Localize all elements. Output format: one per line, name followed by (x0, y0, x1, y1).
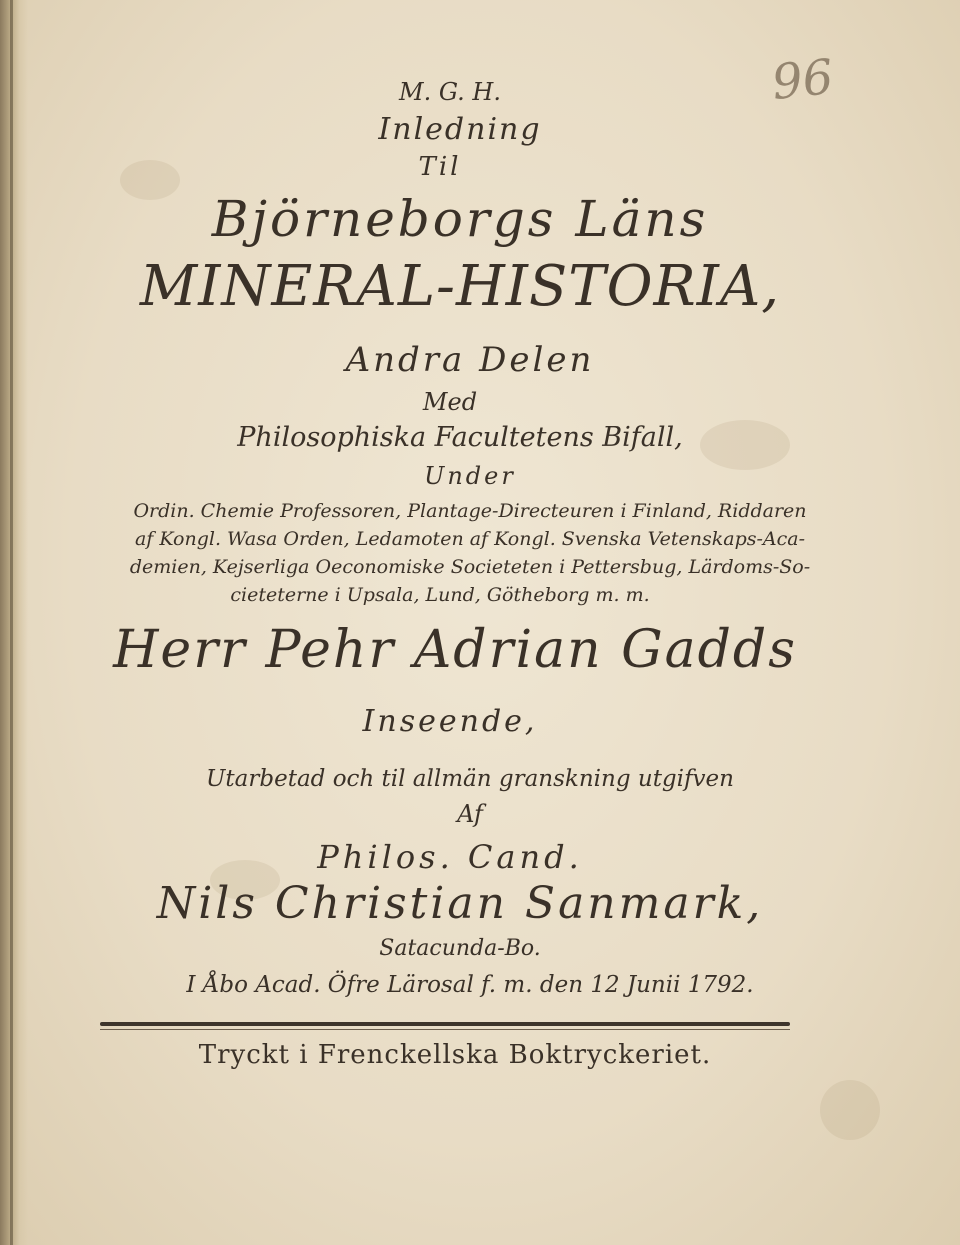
initials-line: M. G. H. (399, 78, 501, 106)
printer-line: Tryckt i Frenckellska Boktryckeriet. (198, 1040, 712, 1070)
presider-titles-line-1: Ordin. Chemie Professoren, Plantage-Directeuren i Finland, Riddaren (133, 500, 807, 522)
divider-rule (100, 1022, 790, 1026)
approval-line: Philosophiska Facultetens Bifall, (237, 422, 683, 453)
under-line: Under (424, 462, 516, 490)
presider-titles-line-2: af Kongl. Wasa Orden, Ledamoten af Kongl. Svenska Vetenskaps-Aca- (134, 528, 806, 550)
af-line: Af (457, 800, 483, 828)
region-title: Björneborgs Läns (211, 190, 709, 248)
med-line: Med (422, 388, 478, 416)
til-line: Til (418, 152, 462, 182)
paper-stain (820, 1080, 880, 1140)
place-date-line: I Åbo Acad. Öfre Lärosal f. m. den 12 Junii 1792. (186, 972, 754, 998)
prepared-line: Utarbetad och til allmän granskning utgifven (206, 766, 734, 792)
presider-name: Herr Pehr Adrian Gadds (113, 620, 797, 680)
divider-rule-thin (100, 1029, 790, 1030)
main-title: MINERAL-HISTORIA, (139, 254, 781, 319)
inledning-line: Inledning (378, 112, 542, 147)
author-origin: Satacunda-Bo. (379, 936, 541, 961)
author-name: Nils Christian Sanmark, (156, 878, 764, 929)
presider-titles-line-4: cieteterne i Upsala, Lund, Götheborg m. m. (230, 584, 650, 606)
handwritten-page-number: 96 (769, 48, 836, 112)
presider-titles-line-3: demien, Kejserliga Oeconomiske Societeten i Pettersbug, Lärdoms-So- (129, 556, 811, 578)
insight-line: Inseende, (362, 704, 538, 739)
part-line: Andra Delen (345, 340, 595, 380)
author-title: Philos. Cand. (317, 838, 583, 876)
